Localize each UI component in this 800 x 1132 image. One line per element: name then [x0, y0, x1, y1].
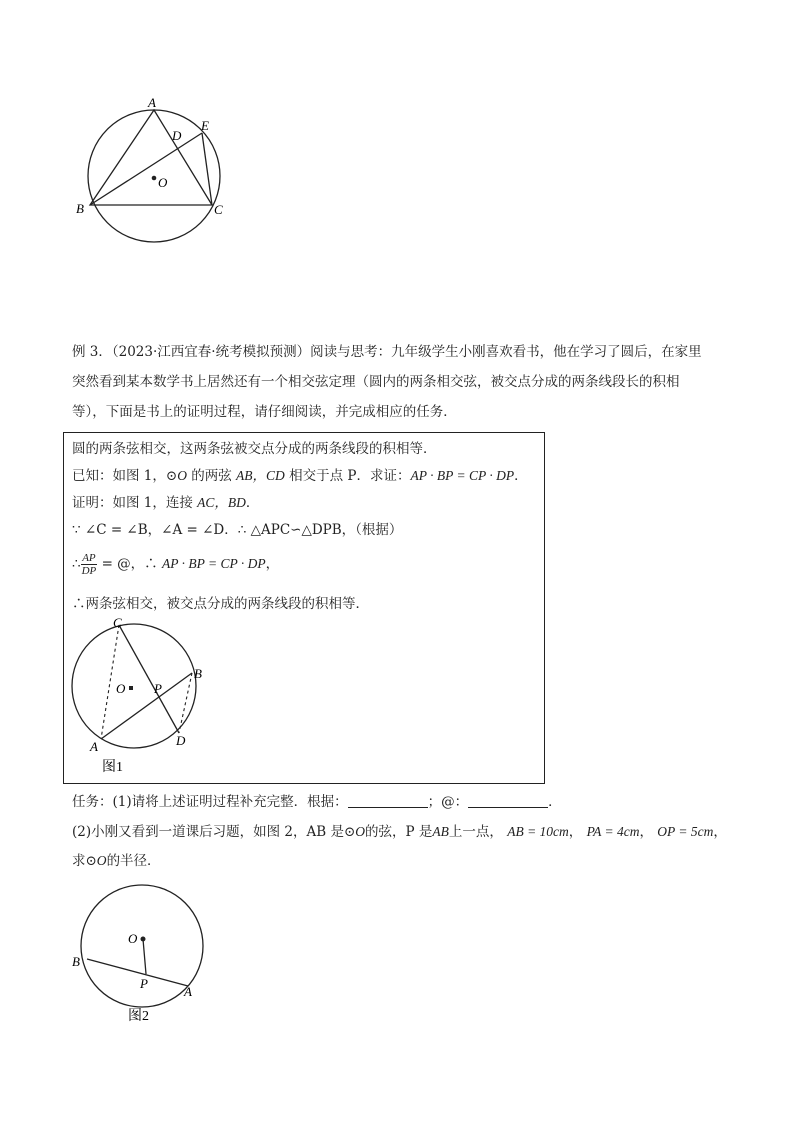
fig1-label-c: C — [113, 615, 122, 630]
task-3-post: 的半径． — [106, 853, 161, 869]
ratio-fraction — [81, 552, 98, 577]
fig1-label-d: D — [176, 733, 186, 748]
fig2-label-o: O — [128, 931, 138, 946]
given-mid: 的两弦 — [186, 468, 237, 484]
proof-pre: 证明：如图 1，连接 — [72, 495, 198, 511]
fig2-label-a: A — [184, 984, 192, 999]
top-circle-figure — [70, 90, 240, 250]
fig2-label-p: P — [140, 976, 148, 991]
task-line-3 — [72, 851, 161, 871]
fig1-caption: 图1 — [102, 760, 123, 775]
proof-line — [72, 493, 259, 513]
task-2-mid2: 上一点， — [448, 824, 503, 840]
sep-1: ， — [568, 824, 583, 840]
label-b: B — [76, 201, 84, 216]
fig1-label-p: P — [154, 681, 162, 696]
proof-lines: AC，BD — [197, 495, 246, 510]
fig1-label-a: A — [90, 739, 98, 754]
given-claim: AP · BP = CP · DP — [410, 468, 515, 483]
example-line-1: 例 3．（2023·江西宜春·统考模拟预测）阅读与思考：九年级学生小刚喜欢看书，他在学习了圆后，在家里 — [72, 344, 702, 360]
proof-end: ． — [245, 495, 260, 511]
label-e: E — [201, 118, 209, 133]
given-post: 相交于点 P．求证： — [284, 468, 411, 484]
task-line-2 — [72, 822, 727, 842]
ratio-claim: AP · BP = CP · DP — [161, 556, 266, 571]
task-2-circle: ⊙O — [343, 824, 366, 839]
ratio-line — [72, 549, 279, 579]
fraction-numerator: AP — [82, 552, 96, 564]
answer-blank-ratio[interactable] — [468, 793, 548, 808]
task-line-1 — [72, 792, 562, 812]
figure-2 — [66, 880, 216, 1035]
conclusion-line: ∴两条弦相交，被交点分成的两条线段的积相等． — [72, 596, 369, 612]
ratio-end: ， — [265, 556, 280, 572]
ratio-rest: = @，∴ — [101, 556, 158, 572]
given-circle: ⊙O — [165, 468, 187, 483]
given-line — [72, 466, 528, 486]
task-1-mid: ；@： — [427, 794, 469, 810]
label-c: C — [214, 202, 223, 217]
because-line: ∵ ∠C = ∠B，∠A = ∠D．∴ △APC∽△DPB，（根据） — [72, 522, 403, 538]
theorem-statement: 圆的两条弦相交，这两条弦被交点分成的两条线段的积相等． — [72, 441, 437, 457]
example-line-2: 突然看到某本数学书上居然还有一个相交弦定理（圆内的两条相交弦，被交点分成的两条线段长的积相 — [72, 374, 680, 390]
given-pre: 已知：如图 1， — [72, 468, 166, 484]
op-length: OP = 5cm — [657, 824, 714, 839]
fig2-caption: 图2 — [128, 1009, 149, 1024]
figure-1 — [66, 615, 216, 780]
task-1-end: ． — [548, 794, 562, 810]
sep-3: ， — [713, 824, 727, 840]
task-2-mid: 的弦，P 是 — [365, 824, 433, 840]
task-2-pre: (2)小刚又看到一道课后习题，如图 2，AB 是 — [72, 824, 344, 840]
label-d: D — [172, 128, 182, 143]
pa-length: PA = 4cm — [586, 824, 640, 839]
label-a: A — [148, 95, 156, 110]
given-end: ． — [514, 468, 528, 484]
sep-2: ， — [639, 824, 653, 840]
given-chords: AB，CD — [236, 468, 285, 483]
answer-blank-basis[interactable] — [348, 793, 428, 808]
fig1-label-b: B — [194, 666, 202, 681]
task-3-pre: 求 — [72, 853, 86, 869]
fraction-denominator: DP — [81, 565, 97, 577]
task-3-circle: ⊙O — [85, 853, 107, 868]
therefore-symbol: ∴ — [72, 556, 81, 572]
task-1-pre: 任务：(1)请将上述证明过程补充完整．根据： — [72, 794, 348, 810]
label-o: O — [158, 175, 168, 190]
fig2-label-b: B — [72, 954, 80, 969]
task-2-ab: AB — [432, 824, 449, 839]
fig1-label-o: O — [116, 681, 126, 696]
ab-length: AB = 10cm — [507, 824, 569, 839]
example-line-3: 等），下面是书上的证明过程，请仔细阅读，并完成相应的任务． — [72, 404, 457, 420]
